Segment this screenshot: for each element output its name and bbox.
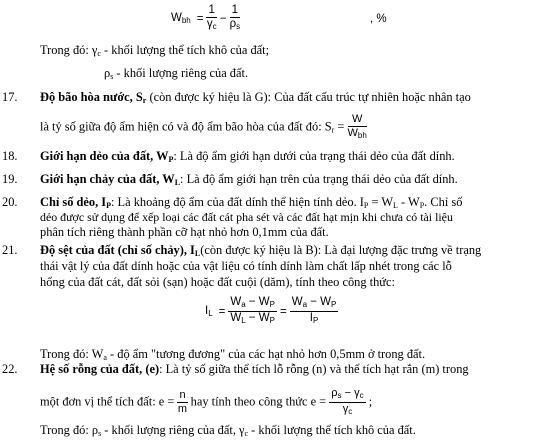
- formula-lhs-sub: bh: [181, 16, 191, 25]
- item-21-line-2: thái vật lý của đất dính hoặc của vật liệu có tính dính làm chất lấp nhét trong các lỗ: [40, 259, 452, 273]
- where-gamma-line: Trong đó: $\gamma_c$ - khối lượng thể tích khô của đất;: [40, 43, 270, 58]
- item-19-number: 19.: [2, 172, 18, 186]
- fraction-1-over-gamma: [206, 4, 216, 33]
- item-19-line-1: Giới hạn chảy của đất, $W_L$: Là độ ẩm giới hạn trên của trạng thái dẻo của đất dính.: [40, 172, 458, 187]
- fraction-n-over-m: $\frac{n}{m}$: [177, 389, 188, 415]
- fraction-il-first: $\frac{W_a - W_P}{W_L - W_P}$: [230, 296, 275, 325]
- item-22-where: Trong đó: $\rho_s$ - khối lượng riêng của đất, $\gamma_c$ - khối lượng thể tích khô của đất.: [40, 423, 416, 438]
- fraction-rho-minus-gamma: $\frac{\rho_s - \gamma_c}{\gamma_c}$: [331, 387, 364, 416]
- fraction-w-over-wbh: $\frac{W}{W_{bh}}$: [347, 113, 367, 140]
- item-21-title: Độ sệt của đất (chỉ số chảy), $I_L$: [40, 243, 201, 258]
- fraction-denominator: γ: [206, 18, 213, 30]
- formula-wbh: [168, 4, 240, 33]
- where-rho-line: $\rho_s$ - khối lượng riêng của đất.: [104, 66, 249, 81]
- fraction-denominator: ρ: [229, 18, 237, 30]
- fraction-1-over-rho: [230, 4, 241, 33]
- item-21-where: Trong đó: $W_a$ - độ ẩm "tương đương" của các hạt nhỏ hơn 0,5mm ở trong đất.: [40, 347, 426, 362]
- item-17-title: Độ bão hòa nước, $S_r$: [40, 90, 147, 105]
- item-20-line-3: phân tích riêng thành phần cỡ hạt nhỏ hơn 0,1mm của đất.: [40, 225, 329, 239]
- item-17-line-2: là tỷ số giữa độ ẩm hiện có và độ ẩm bão hòa của đất đó: $S_r$ = $\frac{W}{W_{bh}}$: [40, 113, 367, 140]
- formula-unit: , %: [370, 13, 387, 25]
- item-19-title: Giới hạn chảy của đất, $W_L$: [40, 172, 181, 187]
- item-17-line-1: Độ bão hòa nước, $S_r$ (còn được ký hiệu là G): Của đất cấu trúc tự nhiên hoặc nhân tạo: [40, 90, 471, 105]
- item-21-number: 21.: [2, 243, 18, 257]
- fraction-numerator: 1: [230, 4, 241, 18]
- formula-il: $I_L$ = $\frac{W_a - W_P}{W_L - W_P}$ = $\frac{W_a - W_P}{I_P}$: [205, 296, 337, 325]
- formula-minus: −: [219, 12, 227, 25]
- item-22-line-2: một đơn vị thể tích đất: e = $\frac{n}{m}$ hay tính theo công thức e = $\frac{\rho_s - \gamma_c}{\gamma_c}$ ;: [40, 387, 373, 416]
- item-20-number: 20.: [2, 195, 18, 209]
- fraction-denominator-sub: c: [212, 22, 217, 31]
- item-18-title: Giới hạn dẻo của đất, $W_P$: [40, 149, 174, 164]
- fraction-numerator: 1: [208, 4, 215, 16]
- item-18-line-1: Giới hạn dẻo của đất, $W_P$: Là độ ẩm giới hạn dưới của trạng thái dẻo của đất dính.: [40, 149, 455, 164]
- item-21-line-3: hổng của đất cát, đất sỏi (sạn) hoặc đất cuội (dăm), tính theo công thức:: [40, 275, 395, 289]
- fraction-il-second: $\frac{W_a - W_P}{I_P}$: [291, 296, 337, 325]
- item-17-number: 17.: [2, 90, 18, 104]
- item-22-title: Hệ số rỗng của đất, (e): [40, 362, 160, 376]
- formula-eq: =: [196, 12, 204, 25]
- item-22-line-1: Hệ số rỗng của đất, (e): Là tỷ số giữa thể tích lỗ rỗng (n) và thể tích hạt rắn (m) trong: [40, 362, 469, 376]
- item-21-line-1: Độ sệt của đất (chỉ số chảy), $I_L(còn$ được ký hiệu là B): Là đại lượng đặc trưng về trạng: [40, 243, 482, 258]
- item-20-line-2: dẻo được sử dụng để xếp loại các đất cát pha sét và các đất hạt mịn khi chưa có tài liệu: [40, 210, 453, 224]
- item-20-line-1: Chỉ số dẻo, $I_P$: Là khoảng độ ẩm của đất dính thể hiện tính dẻo. $I_P = W_L - W_P$. Chỉ số: [40, 195, 463, 210]
- item-20-title: Chỉ số dẻo, $I_P$: [40, 195, 111, 210]
- fraction-denominator-sub: s: [236, 22, 241, 31]
- formula-lhs: W: [171, 12, 182, 24]
- item-22-number: 22.: [2, 362, 18, 376]
- item-18-number: 18.: [2, 149, 18, 163]
